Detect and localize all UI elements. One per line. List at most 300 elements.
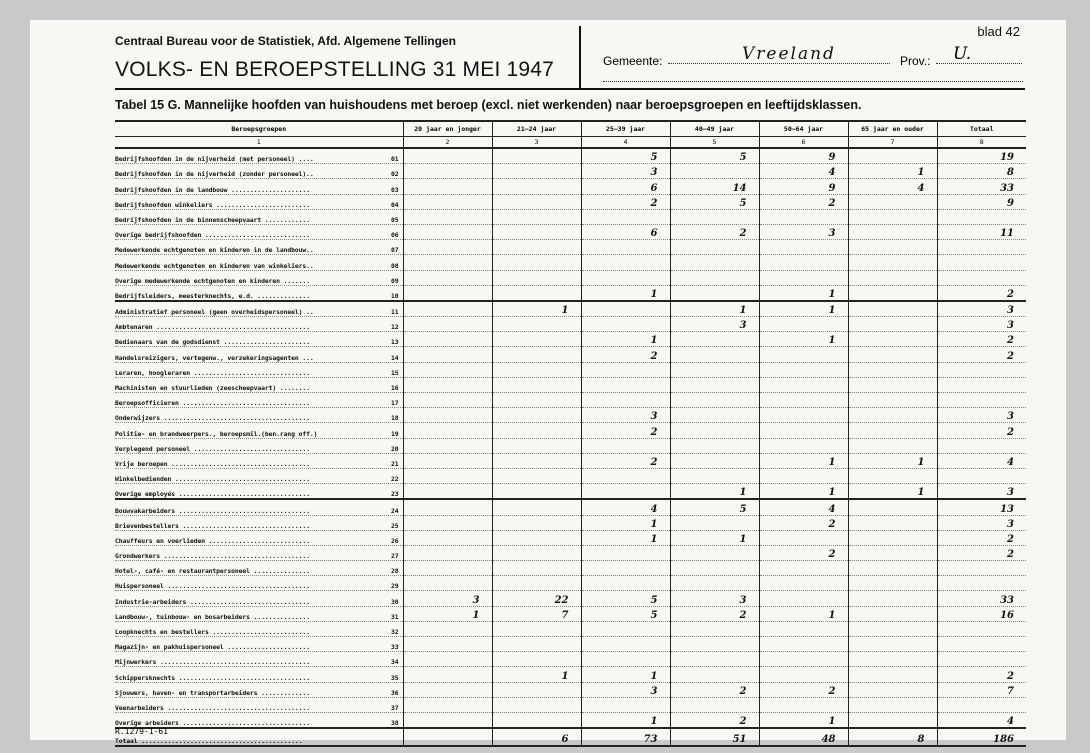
value-cell	[403, 209, 492, 224]
row-number: 13	[391, 338, 399, 347]
value-cell	[492, 194, 581, 209]
row-label-text: Bedrijfshoofden in de nijverheid (met personeel) ....	[115, 155, 314, 164]
table-row	[115, 453, 1026, 468]
value-cell	[937, 697, 1026, 712]
value-cell	[403, 561, 492, 576]
value-cell	[581, 484, 670, 500]
value-cell	[403, 224, 492, 239]
row-number: 02	[391, 170, 399, 179]
row-number: 20	[391, 444, 399, 453]
value-cell	[670, 164, 759, 179]
value-cell	[670, 393, 759, 408]
value-cell: 3	[581, 682, 670, 697]
row-number: 16	[391, 384, 399, 392]
value-cell	[848, 561, 937, 576]
value-cell	[403, 408, 492, 423]
row-label	[115, 332, 403, 347]
value-cell	[492, 499, 581, 515]
row-label-text: Ambtenaren .........................................	[115, 323, 310, 332]
row-label	[115, 209, 403, 224]
row-number: 32	[391, 628, 399, 636]
table-row	[115, 285, 1026, 301]
value-cell	[403, 179, 492, 194]
row-label-text: Overige bedrijfshoofden ............................	[115, 231, 310, 240]
table-row	[115, 194, 1026, 209]
table-row	[115, 652, 1026, 667]
value-cell	[848, 530, 937, 545]
value-cell	[937, 561, 1026, 576]
value-cell	[492, 240, 581, 255]
value-cell: 2	[937, 285, 1026, 301]
table-row	[115, 530, 1026, 545]
table-row	[115, 576, 1026, 591]
value-cell: 6	[581, 224, 670, 239]
value-cell	[759, 438, 848, 453]
value-cell	[492, 515, 581, 530]
value-cell: 5	[581, 606, 670, 621]
row-label-text: Administratief personeel (geen overheidspersoneel) ..	[115, 308, 314, 317]
value-cell	[848, 712, 937, 728]
value-cell	[581, 621, 670, 636]
value-cell: 2	[759, 682, 848, 697]
row-label-text: Medewerkende echtgenoten en kinderen van winkeliers..	[115, 261, 314, 270]
value-cell	[492, 270, 581, 285]
value-cell	[670, 515, 759, 530]
value-cell	[848, 255, 937, 270]
row-label	[115, 606, 403, 621]
value-cell: 1	[759, 606, 848, 621]
value-cell: 2	[670, 224, 759, 239]
row-label-text: Bedienaars van de godsdienst .......................	[115, 338, 310, 347]
row-label-text: Bedrijfshoofden winkeliers .........................	[115, 200, 310, 209]
row-label-text: Overige employés ...................................	[115, 490, 310, 499]
row-number: 23	[391, 490, 399, 499]
total-row	[115, 728, 1026, 746]
value-cell	[848, 667, 937, 682]
value-cell: 1	[670, 484, 759, 500]
value-cell	[848, 637, 937, 652]
row-number: 24	[391, 506, 399, 515]
table-row	[115, 438, 1026, 453]
value-cell	[937, 270, 1026, 285]
row-label	[115, 712, 403, 728]
row-number: 08	[391, 261, 399, 270]
row-label-text: Bedrijfshoofden in de landbouw .....................	[115, 185, 310, 194]
value-cell: 1	[759, 285, 848, 301]
table-row	[115, 561, 1026, 576]
value-cell: 6	[581, 179, 670, 194]
table-title: Tabel 15 G. Mannelijke hoofden van huishoudens met beroep (excl. niet werkenden) naar beroepsgroepen en leeftijdsklassen.	[115, 98, 862, 112]
value-cell	[759, 576, 848, 591]
value-cell	[848, 438, 937, 453]
row-number: 36	[391, 688, 399, 697]
row-label	[115, 377, 403, 392]
value-cell: 2	[581, 347, 670, 362]
total-label: Totaal ...........................................	[115, 728, 403, 746]
value-cell	[848, 393, 937, 408]
table-row	[115, 408, 1026, 423]
value-cell: 9	[759, 179, 848, 194]
row-number: 11	[391, 308, 399, 317]
row-label-text: Leraren, hoogleraren ...............................	[115, 368, 310, 377]
value-cell: 16	[937, 606, 1026, 621]
row-label-text: Hotel-, café- en restaurantpersoneel ...............	[115, 567, 310, 576]
value-cell	[581, 468, 670, 483]
value-cell	[403, 285, 492, 301]
province-value: U.	[953, 44, 972, 64]
value-cell	[937, 468, 1026, 483]
value-cell	[670, 453, 759, 468]
value-cell	[848, 224, 937, 239]
row-number: 38	[391, 719, 399, 728]
row-label	[115, 484, 403, 500]
value-cell: 3	[759, 224, 848, 239]
value-cell: 1	[759, 301, 848, 317]
row-label	[115, 362, 403, 377]
table-row	[115, 317, 1026, 332]
value-cell	[403, 164, 492, 179]
row-label	[115, 453, 403, 468]
column-header: Beroepsgroepen	[115, 121, 403, 137]
row-label-text: Bouwvakarbeiders ...................................	[115, 506, 310, 515]
column-header: 40–49 jaar	[670, 121, 759, 137]
value-cell	[759, 408, 848, 423]
value-cell: 3	[937, 515, 1026, 530]
value-cell	[848, 545, 937, 560]
value-cell	[403, 301, 492, 317]
table-row	[115, 545, 1026, 560]
value-cell	[670, 255, 759, 270]
row-label-text: Overige arbeiders ..................................	[115, 719, 310, 728]
value-cell	[759, 561, 848, 576]
table-row	[115, 393, 1026, 408]
value-cell	[937, 362, 1026, 377]
value-cell	[848, 652, 937, 667]
value-cell	[492, 285, 581, 301]
value-cell: 1	[581, 285, 670, 301]
row-label-text: Verplegend personeel ...............................	[115, 444, 310, 453]
row-number: 05	[391, 215, 399, 224]
value-cell: 5	[581, 591, 670, 606]
row-number: 30	[391, 597, 399, 606]
value-cell	[492, 530, 581, 545]
value-cell	[492, 317, 581, 332]
value-cell: 2	[937, 332, 1026, 347]
row-label	[115, 270, 403, 285]
value-cell	[848, 576, 937, 591]
value-cell: 2	[670, 712, 759, 728]
row-number: 27	[391, 552, 399, 561]
table-row	[115, 240, 1026, 255]
value-cell: 2	[759, 515, 848, 530]
value-cell	[403, 499, 492, 515]
row-label-text: Onderwijzers .......................................	[115, 414, 310, 423]
row-number: 06	[391, 231, 399, 240]
value-cell	[581, 393, 670, 408]
table-row	[115, 332, 1026, 347]
table-row	[115, 712, 1026, 728]
value-cell	[581, 652, 670, 667]
value-cell	[937, 637, 1026, 652]
row-number: 28	[391, 567, 399, 576]
row-label	[115, 224, 403, 239]
value-cell: 19	[937, 148, 1026, 164]
table-row	[115, 606, 1026, 621]
row-label-text: Huispersoneel ......................................	[115, 582, 310, 591]
value-cell: 4	[937, 453, 1026, 468]
table-row	[115, 621, 1026, 636]
value-cell: 1	[492, 667, 581, 682]
column-header: 20 jaar en jonger	[403, 121, 492, 137]
value-cell	[492, 148, 581, 164]
header-divider	[579, 26, 581, 90]
row-label-text: Grondwerkers .......................................	[115, 552, 310, 561]
value-cell	[759, 377, 848, 392]
value-cell: 1	[670, 301, 759, 317]
value-cell	[670, 347, 759, 362]
value-cell: 1	[848, 164, 937, 179]
value-cell	[670, 423, 759, 438]
value-cell	[759, 393, 848, 408]
value-cell	[759, 347, 848, 362]
row-label	[115, 255, 403, 270]
row-label	[115, 301, 403, 317]
value-cell	[759, 621, 848, 636]
value-cell	[581, 317, 670, 332]
value-cell	[403, 468, 492, 483]
value-cell	[403, 712, 492, 728]
value-cell	[492, 362, 581, 377]
value-cell	[670, 652, 759, 667]
value-cell: 9	[759, 148, 848, 164]
column-header: 50–64 jaar	[759, 121, 848, 137]
value-cell	[403, 484, 492, 500]
row-number: 04	[391, 200, 399, 209]
value-cell: 2	[581, 194, 670, 209]
table-row	[115, 179, 1026, 194]
value-cell: 2	[759, 194, 848, 209]
value-cell	[403, 347, 492, 362]
value-cell	[848, 285, 937, 301]
value-cell: 1	[759, 484, 848, 500]
value-cell	[492, 423, 581, 438]
value-cell	[492, 712, 581, 728]
value-cell: 2	[581, 453, 670, 468]
form-code: R.1279-1-61	[115, 727, 168, 736]
row-label-text: Loopknechts en bestellers ..........................	[115, 628, 310, 636]
row-number: 12	[391, 323, 399, 332]
value-cell	[581, 362, 670, 377]
value-cell: 1	[759, 332, 848, 347]
row-label-text: Sjouwers, haven- en transportarbeiders .............	[115, 688, 310, 697]
value-cell	[492, 621, 581, 636]
value-cell: 1	[759, 453, 848, 468]
value-cell: 3	[670, 317, 759, 332]
value-cell	[759, 652, 848, 667]
row-label-text: Vrije beroepen .....................................	[115, 459, 310, 468]
table-row	[115, 468, 1026, 483]
value-cell	[848, 270, 937, 285]
column-number: 3	[492, 137, 581, 149]
row-label-text: Bedrijfshoofden in de nijverheid (zonder personeel)..	[115, 170, 314, 179]
value-cell: 13	[937, 499, 1026, 515]
value-cell	[759, 270, 848, 285]
table-row	[115, 637, 1026, 652]
row-label-text: Medewerkende echtgenoten en kinderen in de landbouw..	[115, 246, 314, 255]
row-label	[115, 347, 403, 362]
value-cell	[403, 576, 492, 591]
row-label-text: Schippersknechts ...................................	[115, 673, 310, 682]
value-cell: 7	[492, 606, 581, 621]
value-cell: 1	[581, 515, 670, 530]
value-cell: 14	[670, 179, 759, 194]
value-cell	[581, 255, 670, 270]
value-cell: 2	[670, 606, 759, 621]
value-cell	[492, 576, 581, 591]
value-cell	[848, 148, 937, 164]
row-number: 09	[391, 276, 399, 285]
value-cell	[848, 347, 937, 362]
row-label-text: Mijnwerkers ........................................	[115, 658, 310, 667]
row-label	[115, 697, 403, 712]
table-row	[115, 423, 1026, 438]
value-cell	[937, 377, 1026, 392]
row-label	[115, 499, 403, 515]
value-cell	[581, 545, 670, 560]
value-cell	[403, 393, 492, 408]
value-cell	[759, 667, 848, 682]
value-cell	[670, 561, 759, 576]
value-cell	[759, 530, 848, 545]
value-cell	[759, 423, 848, 438]
row-label-text: Politie- en brandweerpers., beroepsmil.(ben.rang off.)	[115, 429, 318, 438]
total-value-cell: 8	[848, 728, 937, 746]
value-cell	[848, 468, 937, 483]
municipality-second-line	[603, 81, 1023, 82]
value-cell: 1	[403, 606, 492, 621]
row-label-text: Magazijn- en pakhuispersoneel ......................	[115, 643, 310, 652]
row-number: 17	[391, 399, 399, 408]
row-label	[115, 515, 403, 530]
row-label-text: Beroepsofficieren ..................................	[115, 399, 310, 408]
row-number: 26	[391, 536, 399, 545]
value-cell: 3	[937, 317, 1026, 332]
value-cell: 1	[848, 484, 937, 500]
value-cell: 2	[937, 530, 1026, 545]
value-cell	[403, 148, 492, 164]
value-cell	[848, 606, 937, 621]
row-label	[115, 393, 403, 408]
column-header: 25–39 jaar	[581, 121, 670, 137]
value-cell	[848, 682, 937, 697]
value-cell: 3	[937, 408, 1026, 423]
total-value-cell	[403, 728, 492, 746]
row-label	[115, 591, 403, 606]
value-cell: 1	[848, 453, 937, 468]
table-row	[115, 667, 1026, 682]
value-cell	[848, 194, 937, 209]
value-cell	[581, 209, 670, 224]
value-cell	[759, 255, 848, 270]
table-row	[115, 682, 1026, 697]
row-label	[115, 561, 403, 576]
document-title: VOLKS- EN BEROEPSTELLING 31 MEI 1947	[115, 58, 555, 81]
value-cell	[670, 621, 759, 636]
value-cell	[848, 301, 937, 317]
row-label	[115, 682, 403, 697]
value-cell	[492, 164, 581, 179]
value-cell	[670, 697, 759, 712]
value-cell: 1	[581, 530, 670, 545]
row-label	[115, 408, 403, 423]
value-cell	[581, 377, 670, 392]
value-cell	[670, 332, 759, 347]
total-value-cell: 51	[670, 728, 759, 746]
row-number: 14	[391, 353, 399, 362]
organization: Centraal Bureau voor de Statistiek, Afd. Algemene Tellingen	[115, 34, 456, 48]
value-cell	[581, 438, 670, 453]
value-cell	[848, 317, 937, 332]
row-number: 03	[391, 185, 399, 194]
table-row	[115, 224, 1026, 239]
table-row	[115, 499, 1026, 515]
value-cell	[937, 209, 1026, 224]
table-row	[115, 377, 1026, 392]
row-label-text: Landbouw-, tuinbouw- en bosarbeiders ...............	[115, 612, 310, 621]
row-label	[115, 576, 403, 591]
value-cell	[581, 301, 670, 317]
value-cell	[848, 209, 937, 224]
row-label	[115, 317, 403, 332]
value-cell	[403, 453, 492, 468]
column-number: 8	[937, 137, 1026, 149]
value-cell	[492, 545, 581, 560]
row-label	[115, 194, 403, 209]
value-cell	[403, 240, 492, 255]
value-cell: 33	[937, 179, 1026, 194]
value-cell: 3	[937, 484, 1026, 500]
value-cell: 5	[670, 148, 759, 164]
value-cell: 22	[492, 591, 581, 606]
row-label-text: Overige medewerkende echtgenoten en kinderen .......	[115, 276, 310, 285]
value-cell: 2	[937, 347, 1026, 362]
value-cell	[492, 484, 581, 500]
value-cell	[848, 240, 937, 255]
column-number: 1	[115, 137, 403, 149]
value-cell: 7	[937, 682, 1026, 697]
value-cell	[937, 652, 1026, 667]
table-row	[115, 164, 1026, 179]
value-cell	[403, 637, 492, 652]
row-label	[115, 285, 403, 301]
column-header: 65 jaar en ouder	[848, 121, 937, 137]
value-cell: 5	[581, 148, 670, 164]
value-cell	[403, 438, 492, 453]
row-label	[115, 637, 403, 652]
value-cell	[937, 438, 1026, 453]
total-value-cell: 6	[492, 728, 581, 746]
province-line	[936, 63, 1022, 64]
value-cell	[403, 317, 492, 332]
value-cell	[403, 377, 492, 392]
value-cell	[759, 240, 848, 255]
value-cell	[670, 209, 759, 224]
value-cell: 3	[581, 164, 670, 179]
value-cell: 4	[848, 179, 937, 194]
value-cell	[848, 515, 937, 530]
value-cell	[848, 423, 937, 438]
value-cell	[848, 377, 937, 392]
